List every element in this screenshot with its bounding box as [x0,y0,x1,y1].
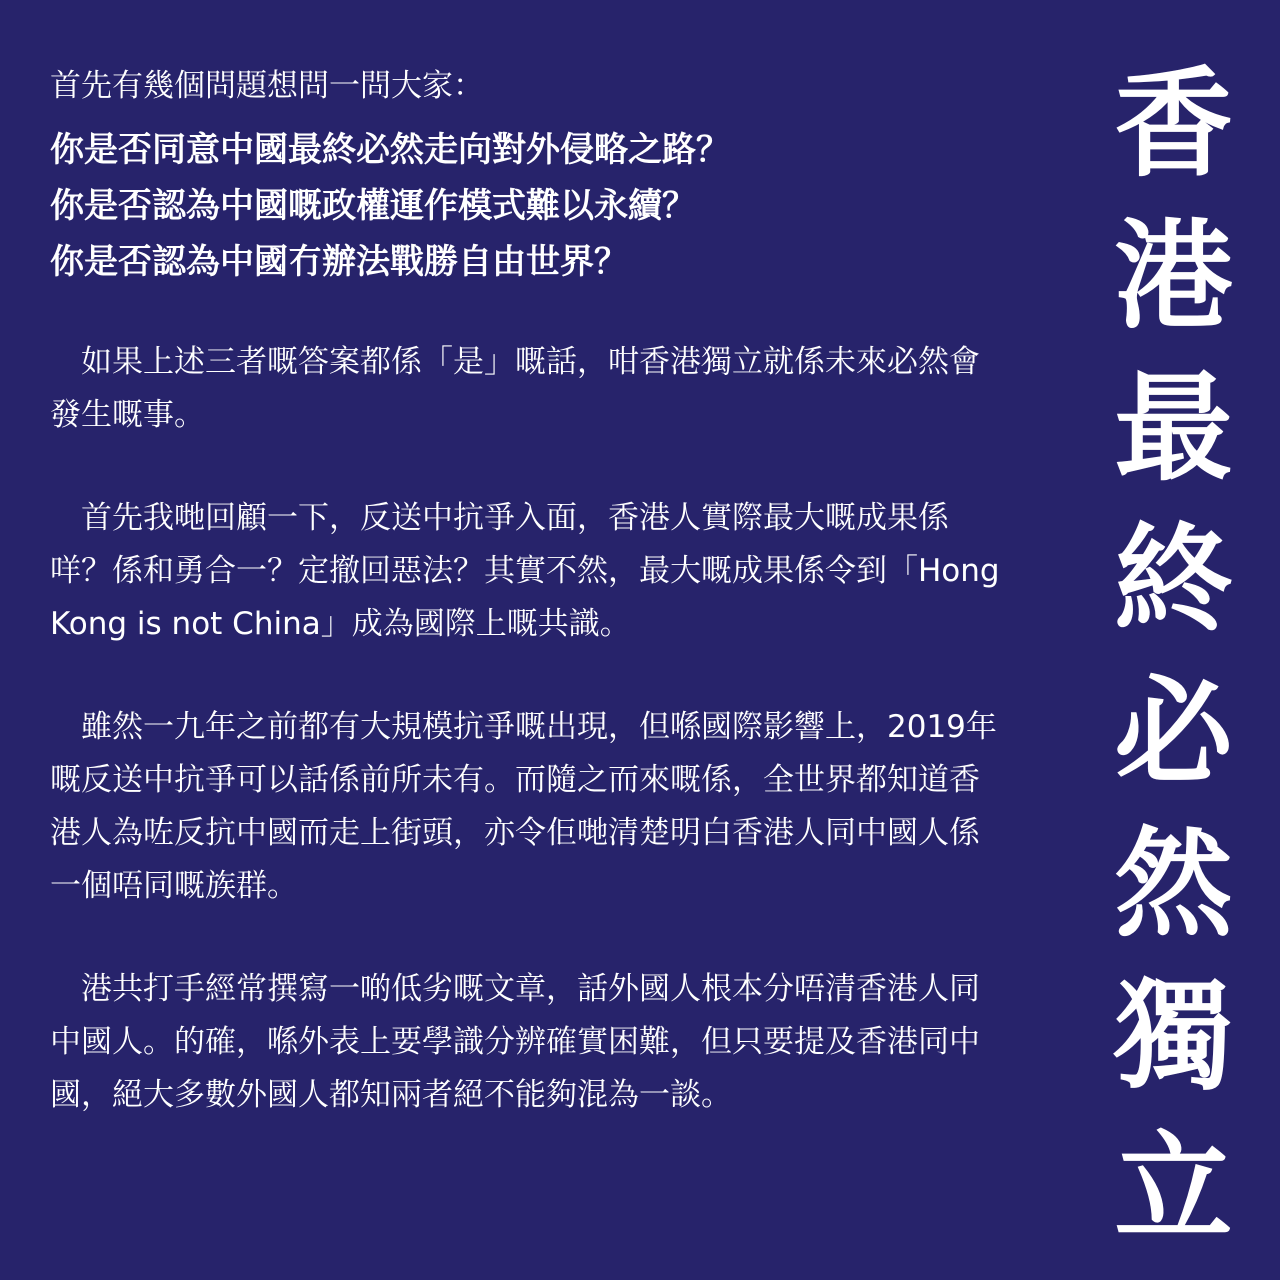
headline-column [1111,48,1236,1257]
headline-title: 香港最終必然獨立 [1114,54,1233,1257]
question-list [50,122,1020,290]
question-3: 你是否認為中國冇辦法戰勝自由世界？ [50,242,628,282]
paragraph-1: 如果上述三者嘅答案都係「是」嘅話，咁香港獨立就係未來必然會發生嘅事。 [50,344,980,433]
paragraph-3: 雖然一九年之前都有大規模抗爭嘅出現，但喺國際影響上，2019年嘅反送中抗爭可以話係前所未有。而隨之而來嘅係，全世界都知道香港人為咗反抗中國而走上街頭，亦令佢哋清楚明白香港人同中國人係一個唔同嘅族群。 [50,709,997,904]
question-1: 你是否同意中國最終必然走向對外侵略之路？ [50,130,730,170]
article-body [50,58,1020,1208]
paragraph-4: 港共打手經常撰寫一啲低劣嘅文章，話外國人根本分唔清香港人同中國人。的確，喺外表上要學識分辨確實困難，但只要提及香港同中國，絕大多數外國人都知兩者絕不能夠混為一談。 [50,971,980,1113]
intro-text: 首先有幾個問題想問一問大家： [50,68,484,104]
question-2: 你是否認為中國嘅政權運作模式難以永續？ [50,186,696,226]
paragraph-2: 首先我哋回顧一下，反送中抗爭入面，香港人實際最大嘅成果係咩？係和勇合一？定撤回惡法？其實不然，最大嘅成果係令到「Hong Kong is not China」成為國際上嘅共識。 [50,500,1000,642]
